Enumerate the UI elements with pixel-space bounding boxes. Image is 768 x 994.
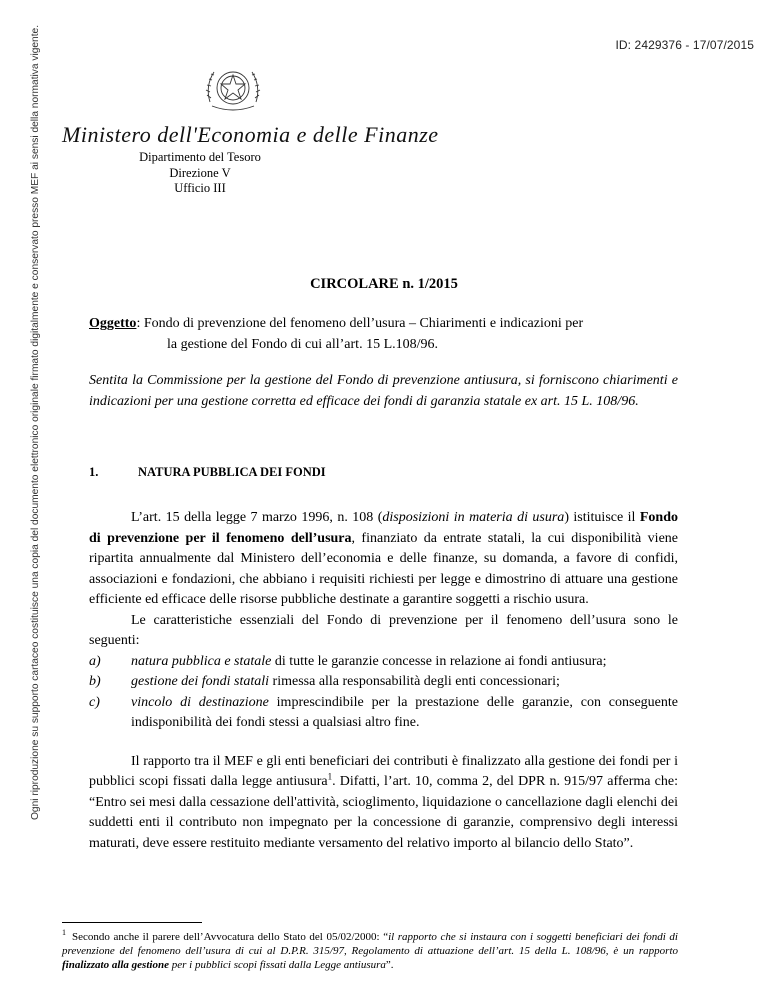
section-title: NATURA PUBBLICA DEI FONDI [138, 465, 326, 479]
department-line: Dipartimento del Tesoro [139, 150, 261, 164]
subject-line-2: la gestione del Fondo di cui all’art. 15 L.108/96. [167, 337, 439, 352]
footnote-bold-italic: finalizzato alla gestione [62, 959, 169, 971]
subject-label: Oggetto [89, 316, 137, 331]
list-item-text: rimessa alla responsabilità degli enti concessionari; [269, 674, 560, 689]
list-marker: a) [89, 653, 101, 669]
p3-text-a: Il rapporto tra il MEF e gli enti beneficiari dei contributi è finalizzato alla gestione dei fondi per i pubblici scopi fissati dalla legge antiusura [89, 753, 678, 789]
list-item-italic: vincolo di destinazione [131, 694, 269, 710]
list-item-text: imprescindibile per la prestazione delle garanzie, con conseguente indisponibilità dei fondi stessi a qualsiasi altro fine. [131, 694, 678, 730]
italian-emblem-icon [202, 58, 264, 118]
footnote-text-a: Secondo anche il parere dell’Avvocatura dello Stato del 05/02/2000: “ [72, 931, 389, 943]
list-marker: c) [89, 694, 100, 710]
footnote-italic-b: per i pubblici scopi fissati dalla Legge antiusura [168, 959, 386, 971]
list-item [89, 652, 678, 673]
p1-bold: Fondo di prevenzione per il fenomeno dell’usura [89, 510, 678, 546]
list-item-italic: natura pubblica e statale [131, 653, 272, 669]
paragraph-2: Le caratteristiche essenziali del Fondo di prevenzione per il fenomeno dell’usura sono le seguenti: [89, 612, 678, 648]
intro-paragraph: Sentita la Commissione per la gestione del Fondo di prevenzione antiusura, si forniscono chiarimenti e indicazioni per una gestione corretta ed efficace dei fondi di garanzia statale ex art. 15 L. 108/96. [89, 373, 678, 409]
footnote-ref: 1 [327, 771, 333, 782]
section-number: 1. [89, 465, 99, 479]
document-id: ID: 2429376 - 17/07/2015 [615, 38, 754, 52]
paragraph-1 [89, 508, 678, 611]
department-block [130, 150, 270, 197]
footnote-divider [62, 922, 202, 923]
ministry-name: Ministero dell'Economia e delle Finanze [62, 122, 439, 147]
list-item [89, 672, 678, 693]
circular-title: CIRCOLARE n. 1/2015 [310, 276, 458, 292]
footnote-number: 1 [62, 928, 66, 938]
footnote-end: ”. [385, 959, 394, 971]
p1-text-a: L’art. 15 della legge 7 marzo 1996, n. 108 ( [131, 510, 383, 525]
list-item-italic: gestione dei fondi statali [131, 674, 270, 689]
footnote-italic-a: il rapporto che si instaura con i soggetti beneficiari dei fondi di prevenzione del fenomeno dell’usura di cui al D.P.R. 315/97, Regolamento di attuazione dell’art. 15 della L. 108/96, è un rapporto [62, 931, 678, 957]
office-line: Ufficio III [174, 181, 226, 195]
subject-line-1: : Fondo di prevenzione del fenomeno dell’usura – Chiarimenti e indicazioni per [136, 316, 584, 331]
p1-text-b: ) istituisce il [564, 510, 640, 525]
list-item-text: di tutte le garanzie concesse in relazione ai fondi antiusura; [271, 653, 607, 669]
paragraph-3 [89, 752, 678, 855]
direction-line: Direzione V [169, 165, 231, 180]
p1-italic: disposizioni in materia di usura [382, 510, 565, 525]
footnote [62, 930, 678, 972]
list-marker: b) [89, 674, 101, 689]
side-legal-note: Ogni riproduzione su supporto cartaceo costituisce una copia del documento elettronico originale firmato digitalmente e conservato presso MEF ai sensi della normativa vigente. [30, 24, 41, 820]
characteristics-list [89, 652, 678, 734]
body-text [89, 508, 678, 854]
list-item [89, 693, 678, 734]
subject-block [89, 313, 669, 355]
p1-text-c: , finanziato da entrate statali, la cui disponibilità viene ripartita annualmente dal Ministero dell’economia e delle finanze, su domanda, a favore di confidi, associazioni e fondazioni, che abbiano i requisiti richiesti per legge e dimostrino di attuare una gestione efficiente ed efficace delle risorse pubbliche destinate a garantire soggetti a rischio usura. [89, 530, 678, 607]
section-heading [89, 465, 326, 480]
p3-text-b: . Difatti, l’art. 10, comma 2, del DPR n. 915/97 afferma che: “Entro sei mesi dalla cessazione dell'attività, scioglimento, liquidazione o cancellazione dagli elenchi dei suddetti enti il contributo non impegnato per la concessione di garanzie, comprensivo degli interessi maturati, deve essere restituito mediante versamento del relativo importo al bilancio dello Stato”. [89, 774, 678, 851]
